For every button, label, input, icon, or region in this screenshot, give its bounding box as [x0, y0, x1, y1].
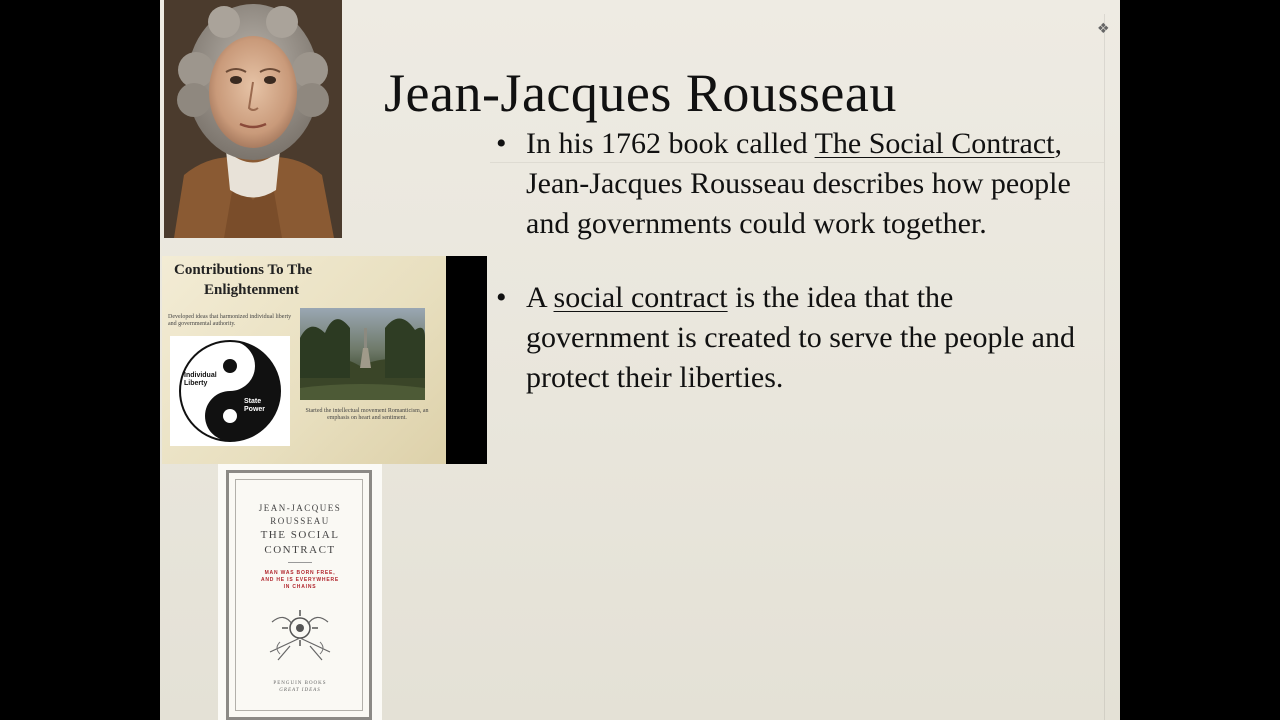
enlightenment-card	[162, 256, 446, 464]
book-quote-line1: MAN WAS BORN FREE,	[264, 570, 336, 576]
individual-liberty-label: Individual Liberty	[184, 372, 217, 387]
enlightenment-caption-right: Started the intellectual movement Romanticism, an emphasis on heart and sentiment.	[305, 408, 429, 421]
bullet-2-text-b: is the idea that the government is created to serve the people and protect their liberties.	[526, 281, 1075, 394]
bullet-item-1	[496, 124, 1096, 244]
yin-yang-icon	[170, 336, 290, 446]
enlightenment-image	[162, 256, 487, 464]
book-title-line2: CONTRACT	[264, 544, 336, 556]
book-divider	[288, 562, 312, 563]
book-publisher-line2: GREAT IDEAS	[279, 688, 321, 693]
enlightenment-caption-left: Developed ideas that harmonized individual liberty and governmental authority.	[168, 314, 292, 327]
bullet-2-text-a: A	[526, 281, 554, 314]
book-emblem-icon	[260, 602, 340, 666]
slide	[160, 0, 1120, 720]
slide-edge-line	[1104, 14, 1105, 720]
book-title-reference: The Social Contract	[814, 127, 1055, 160]
portrait-illustration	[164, 0, 342, 238]
book-author-line2: ROUSSEAU	[270, 516, 330, 526]
corner-mark-icon: ❖	[1097, 21, 1110, 37]
slide-title: Jean-Jacques Rousseau	[384, 63, 897, 123]
enlightenment-title	[162, 260, 446, 300]
bullet-1-text-b: , Jean-Jacques Rousseau describes how people and governments could work together.	[526, 127, 1071, 240]
book-author-line1: JEAN-JACQUES	[258, 503, 342, 513]
book-quote-line2: AND HE IS EVERYWHERE	[260, 577, 340, 583]
social-contract-book-cover	[218, 464, 382, 720]
bullet-list	[496, 124, 1096, 432]
rousseau-portrait	[164, 0, 342, 238]
book-publisher-line1: PENGUIN BOOKS	[273, 681, 327, 686]
bullet-dot-icon: •	[496, 127, 507, 160]
bullet-item-2	[496, 278, 1096, 398]
book-quote-line3: IN CHAINS	[283, 584, 317, 590]
enlightenment-title-line2: Enlightenment	[204, 282, 300, 298]
bullet-dot-icon: •	[496, 281, 507, 314]
state-power-label: State Power	[244, 398, 266, 413]
enlightenment-title-line1: Contributions To The	[174, 262, 313, 278]
bullet-1-text-a: In his 1762 book called	[526, 127, 815, 160]
book-title-line1: THE SOCIAL	[260, 529, 340, 541]
landscape-painting	[300, 308, 425, 400]
social-contract-term: social contract	[553, 281, 728, 314]
